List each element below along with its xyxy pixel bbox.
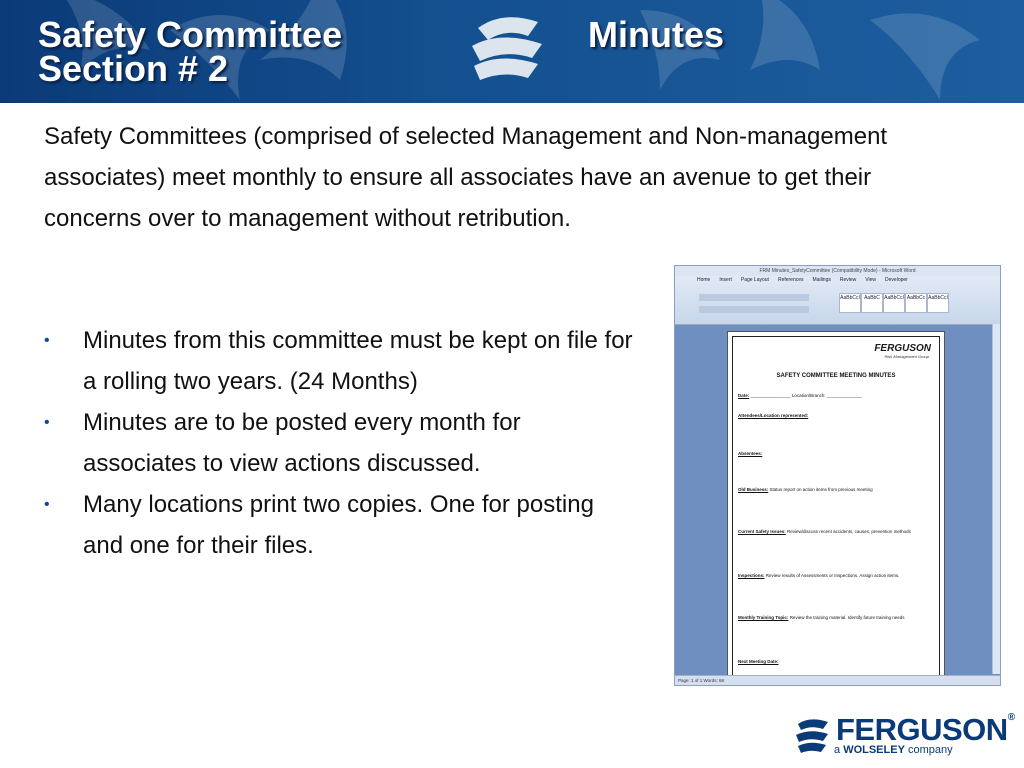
style-preset: AaBbCc <box>905 293 927 313</box>
intro-paragraph: Safety Committees (comprised of selected Management and Non-management associates) meet monthly to ensure all associates have an avenue to get their concerns over to management without retribution. <box>44 123 888 232</box>
brand-registered-mark: ® <box>1007 712 1015 723</box>
doc-field-label: Absentees: <box>738 451 763 456</box>
bullet-text: Minutes are to be posted every month for associates to view actions discussed. <box>83 409 521 477</box>
bullet-item <box>44 320 634 402</box>
word-page-border <box>732 336 940 686</box>
doc-field-label: Date: <box>738 393 750 398</box>
doc-field-text: Review the training material. Identify future training needs <box>789 615 905 620</box>
bullet-dot-icon: • <box>44 414 50 431</box>
bullet-text: Minutes from this committee must be kept on file for a rolling two years. (24 Months) <box>83 327 633 395</box>
brand-tagline <box>834 744 953 756</box>
doc-field-label: Next Meeting Date: <box>738 659 779 664</box>
doc-field-text: Review/discuss recent accidents, causes, prevention methods <box>787 529 911 534</box>
doc-field <box>738 413 808 418</box>
doc-field <box>738 487 873 492</box>
ferguson-mark-icon <box>794 716 832 754</box>
tagline-suffix: company <box>907 744 953 756</box>
doc-field <box>738 659 779 664</box>
ribbon-toolbar-row <box>699 294 809 301</box>
doc-field-label: Attendees/Location represented: <box>738 413 809 418</box>
header-banner <box>0 0 1024 103</box>
slide-title-line2: Section # 2 <box>38 48 229 89</box>
doc-field-text: Review results of Assessments or Inspections. Assign action items. <box>765 573 900 578</box>
tagline-bold: WOLSELEY <box>843 744 905 756</box>
ribbon-tab: Insert <box>719 277 732 283</box>
word-page <box>727 331 945 686</box>
slide-title-right: Minutes <box>588 14 725 55</box>
doc-logo-subtitle: Risk Management Group <box>884 354 929 359</box>
word-ribbon-tabs <box>697 277 908 286</box>
doc-field <box>738 529 911 534</box>
doc-field-label: Monthly Training Topic: <box>738 615 789 620</box>
word-scrollbar <box>992 324 1000 674</box>
doc-field-label: Inspections: <box>738 573 765 578</box>
doc-heading: SAFETY COMMITTEE MEETING MINUTES <box>776 373 896 379</box>
brand-name <box>836 712 1015 748</box>
word-window-title: FRM Minutes_SafetyCommittee (Compatibility Mode) - Microsoft Word <box>675 266 1000 276</box>
doc-field-text: ________________ Location/Branch: ______________ <box>750 393 862 398</box>
doc-field <box>738 451 762 456</box>
doc-logo-text: FERGUSON <box>874 343 931 354</box>
ribbon-tab: Home <box>697 277 711 283</box>
ribbon-tab: References <box>777 277 804 283</box>
doc-field-text: Status report on action items from previous meeting <box>769 487 873 492</box>
style-preset: AaBbCcI <box>883 293 905 313</box>
doc-field-label: Old Business: <box>738 487 769 492</box>
bullet-list <box>44 320 634 566</box>
doc-field-label: Current Safety Issues: <box>738 529 786 534</box>
bullet-dot-icon: • <box>44 332 50 349</box>
style-preset: AaBbCcI <box>839 293 861 313</box>
doc-field <box>738 615 905 620</box>
tagline-prefix: a <box>834 744 841 756</box>
ribbon-tab: View <box>865 277 877 283</box>
slide-title-line1: Safety Committee <box>38 14 343 55</box>
ribbon-toolbar-row <box>699 306 809 313</box>
bullet-dot-icon: • <box>44 496 50 513</box>
doc-field <box>738 573 899 578</box>
word-status-bar: Page: 1 of 1 Words: 68 <box>675 675 1000 685</box>
brand-name-text: FERGUSON <box>836 712 1008 747</box>
style-preset: AaBbC <box>861 293 883 313</box>
bullet-item <box>44 402 634 484</box>
word-ribbon <box>675 266 1000 325</box>
doc-field <box>738 393 862 398</box>
ribbon-tab: Review <box>839 277 857 283</box>
bullet-text: Many locations print two copies. One for posting and one for their files. <box>83 491 594 559</box>
ferguson-logo <box>794 712 1015 758</box>
bullet-item <box>44 484 634 566</box>
style-preset: AaBbCcI <box>927 293 949 313</box>
word-document-screenshot <box>674 265 1001 686</box>
ribbon-tab: Developer <box>885 277 908 283</box>
ribbon-tab: Mailings <box>812 277 831 283</box>
ribbon-tab: Page Layout <box>740 277 769 283</box>
